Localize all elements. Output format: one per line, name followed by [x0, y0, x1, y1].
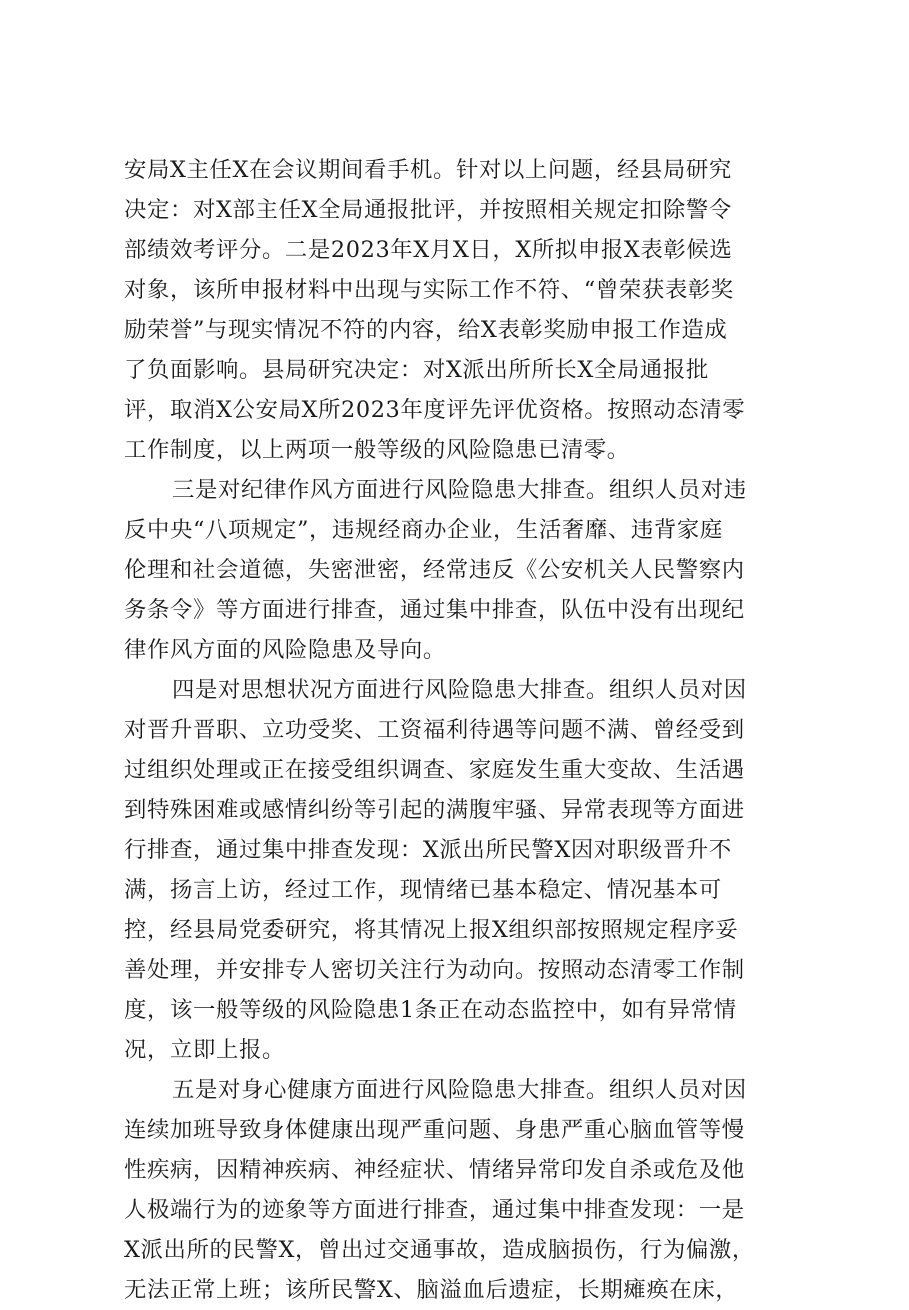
text-line: 伦理和社会道德，失密泄密，经常违反《公安机关人民警察内	[124, 557, 745, 583]
text-line: 善处理，并安排专人密切关注行为动向。按照动态清零工作制	[124, 957, 745, 983]
document-page	[124, 150, 796, 1310]
text-line: 三是对纪律作风方面进行风险隐患大排查。组织人员对违	[172, 477, 747, 503]
text-line: 度，该一般等级的风险隐患1条正在动态监控中，如有异常情	[124, 997, 737, 1023]
text-line: 安局X主任X在会议期间看手机。针对以上问题，经县局研究	[124, 157, 732, 183]
paragraph-discipline-inspection	[124, 470, 796, 670]
text-line: X派出所的民警X，曾出过交通事故，造成脑损伤，行为偏激，	[124, 1237, 755, 1263]
text-line: 人极端行为的迹象等方面进行排查，通过集中排查发现：一是	[124, 1197, 745, 1223]
text-line: 对象，该所申报材料中出现与实际工作不符、“曾荣获表彰奖	[124, 277, 734, 303]
text-line: 务条令》等方面进行排查，通过集中排查，队伍中没有出现纪	[124, 597, 745, 623]
text-line: 满，扬言上访，经过工作，现情绪已基本稳定、情况基本可	[124, 877, 722, 903]
paragraph-health-inspection	[124, 1070, 796, 1310]
text-line: 工作制度，以上两项一般等级的风险隐患已清零。	[124, 437, 630, 463]
text-line: 五是对身心健康方面进行风险隐患大排查。组织人员对因	[172, 1077, 747, 1103]
paragraph-ideology-inspection	[124, 670, 796, 1070]
text-line: 无法正常上班；该所民警X、脑溢血后遗症，长期瘫痪在床，	[124, 1277, 739, 1303]
text-line: 性疾病，因精神疾病、神经症状、情绪异常印发自杀或危及他	[124, 1157, 745, 1183]
text-line: 反中央“八项规定”，违规经商办企业，生活奢靡、违背家庭	[124, 517, 723, 543]
text-line: 励荣誉”与现实情况不符的内容，给X表彰奖励申报工作造成	[124, 317, 728, 343]
text-line: 连续加班导致身体健康出现严重问题、身患严重心脑血管等慢	[124, 1117, 745, 1143]
text-line: 评，取消X公安局X所2023年度评先评优资格。按照动态清零	[124, 397, 746, 423]
text-line: 了负面影响。县局研究决定：对X派出所所长X全局通报批	[124, 357, 709, 383]
text-line: 决定：对X部主任X全局通报批评，并按照相关规定扣除警令	[124, 197, 732, 223]
text-line: 况，立即上报。	[124, 1037, 285, 1063]
text-line: 行排查，通过集中排查发现：X派出所民警X因对职级晋升不	[124, 837, 732, 863]
text-line: 控，经县局党委研究，将其情况上报X组织部按照规定程序妥	[124, 917, 739, 943]
paragraph-continuation	[124, 150, 796, 470]
text-line: 律作风方面的风险隐患及导向。	[124, 637, 446, 663]
text-line: 四是对思想状况方面进行风险隐患大排查。组织人员对因	[172, 677, 747, 703]
text-line: 对晋升晋职、立功受奖、工资福利待遇等问题不满、曾经受到	[124, 717, 745, 743]
text-line: 部绩效考评分。二是2023年X月X日，X所拟申报X表彰候选	[124, 237, 733, 263]
text-line: 过组织处理或正在接受组织调查、家庭发生重大变故、生活遇	[124, 757, 745, 783]
text-line: 到特殊困难或感情纠纷等引起的满腹牢骚、异常表现等方面进	[124, 797, 745, 823]
